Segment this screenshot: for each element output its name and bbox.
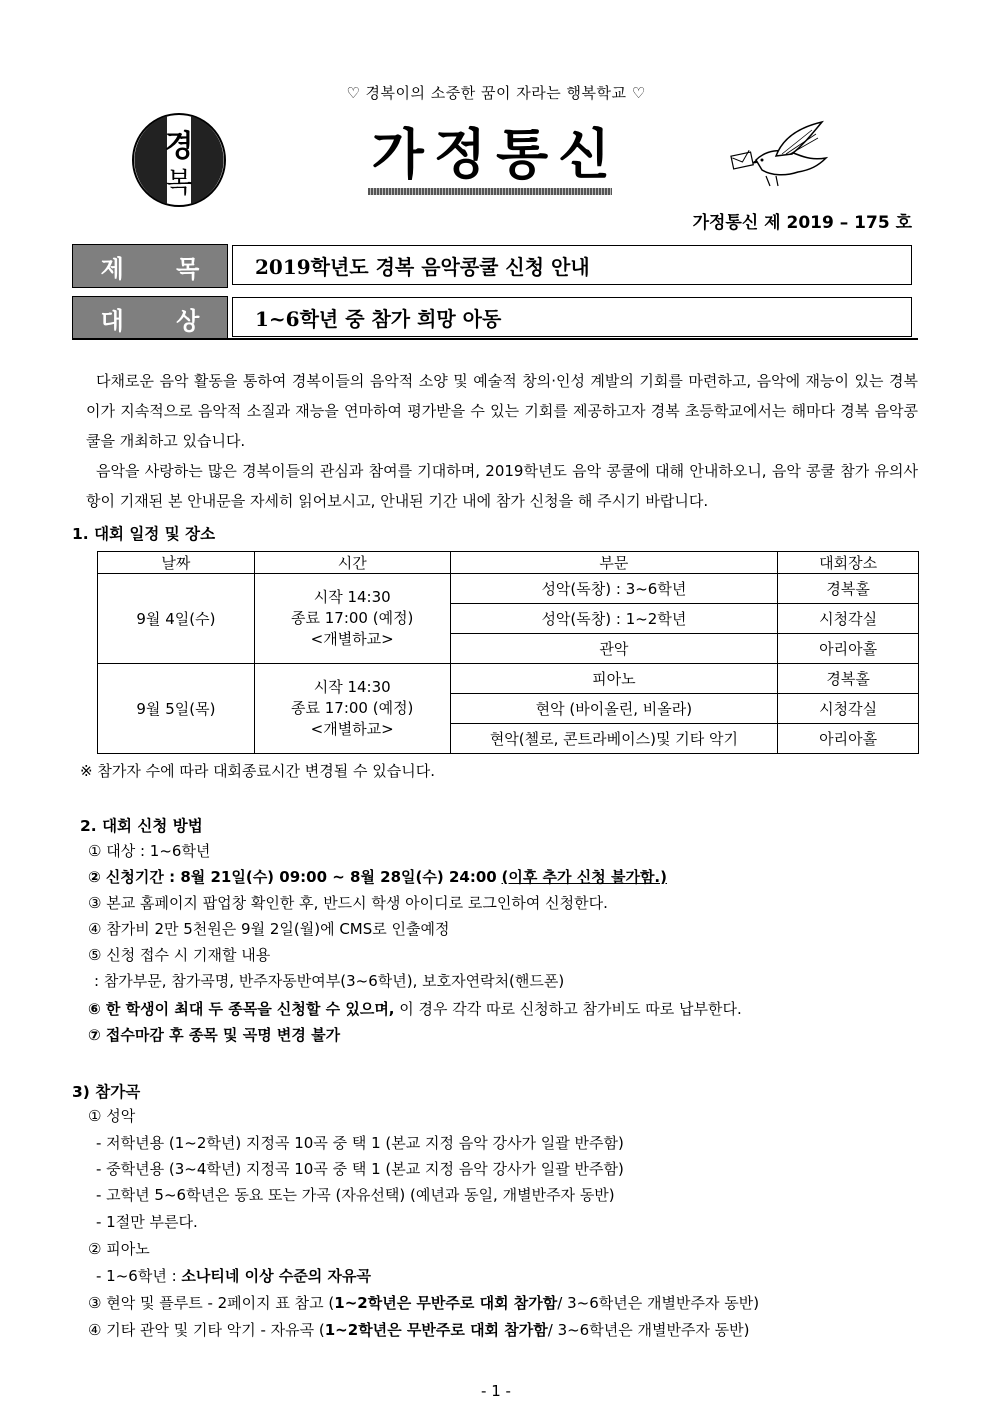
day2-time-start: 시작 14:30 <box>313 678 391 696</box>
target-label: 대 상 <box>72 296 228 340</box>
day2-time-note: <개별하교> <box>310 720 394 738</box>
day2-venue-1: 경복홀 <box>778 664 919 694</box>
intro-paragraph-1: 다채로운 음악 활동을 통하여 경복이들의 음악적 소양 및 예술적 창의·인성 계발의 기회를 마련하고, 음악에 재능이 있는 경복이가 지속적으로 음악적 소질과 재능을 연마하여 평가받을 수 있는 기회를 제공하고자 경복 초등학교에서는 해마다 경복 음악콩쿨을 개최하고 있습니다. <box>86 372 918 450</box>
apply-item-5: ⑤ 신청 접수 시 기재할 내용 <box>88 946 271 964</box>
other-item-b: 1~2학년은 무반주로 대회 참가함 <box>324 1321 548 1339</box>
intro-paragraph-2: 음악을 사랑하는 많은 경복이들의 관심과 참여를 기대하며, 2019학년도 음악 콩쿨에 대해 안내하오니, 음악 콩쿨 참가 유의사항이 기재된 본 안내문을 자세히 읽어보시고, 안내된 기간 내에 참가 신청을 해 주시기 바랍니다. <box>86 462 918 510</box>
day1-date: 9월 4일(수) <box>98 574 255 664</box>
day1-category-1: 성악(독창) : 3~6학년 <box>450 574 778 604</box>
apply-item-6-rest: 이 경우 각각 따로 신청하고 참가비도 따로 납부한다. <box>394 1000 742 1018</box>
logo-text-bottom: 복 <box>165 166 193 199</box>
apply-period-note: (이후 추가 신청 불가함.) <box>501 868 667 886</box>
apply-period: ② 신청기간 : 8월 21일(수) 09:00 ~ 8월 28일(수) 24:00 <box>88 868 497 886</box>
section3-heading: 3) 참가곡 <box>72 1083 141 1101</box>
table-row <box>98 664 919 694</box>
column-header-category: 부문 <box>450 552 778 574</box>
vocal-item-1: - 저학년용 (1~2학년) 지정곡 10곡 중 택 1 (본교 지정 음악 강사가 일괄 반주함) <box>96 1134 624 1152</box>
bird-with-letter-icon <box>726 120 830 192</box>
vocal-heading: ① 성악 <box>88 1107 136 1125</box>
target-value: 1~6학년 중 참가 희망 아동 <box>232 297 912 337</box>
day2-date: 9월 5일(목) <box>98 664 255 754</box>
page-title: 가정통신 <box>371 123 621 186</box>
day1-time <box>254 574 450 664</box>
other-instruments-item <box>88 1319 750 1340</box>
school-slogan: ♡ 경복이의 소중한 꿈이 자라는 행복학교 ♡ <box>346 84 646 102</box>
day2-venue-3: 아리아홀 <box>778 724 919 754</box>
section2-heading: 2. 대회 신청 방법 <box>80 817 203 835</box>
apply-item-7: ⑦ 접수마감 후 종목 및 곡명 변경 불가 <box>88 1026 341 1044</box>
day1-category-3: 관악 <box>450 634 778 664</box>
day1-time-start: 시작 14:30 <box>313 588 391 606</box>
piano-heading: ② 피아노 <box>88 1240 150 1258</box>
apply-item-1: ① 대상 : 1~6학년 <box>88 842 211 860</box>
header-divider <box>72 338 918 340</box>
section1-heading: 1. 대회 일정 및 장소 <box>72 525 216 543</box>
day2-category-2: 현악 (바이올린, 비올라) <box>450 694 778 724</box>
apply-item-6-bold: ⑥ 한 학생이 최대 두 종목을 신청할 수 있으며, <box>88 1000 395 1018</box>
page-number: - 1 - <box>481 1382 511 1400</box>
strings-item <box>88 1292 759 1313</box>
table-header-row <box>98 552 919 574</box>
day1-category-2: 성악(독창) : 1~2학년 <box>450 604 778 634</box>
other-item-c: / 3~6학년은 개별반주자 동반) <box>547 1321 750 1339</box>
day2-time <box>254 664 450 754</box>
apply-item-2 <box>88 866 667 887</box>
strings-item-b: 1~2학년은 무반주로 대회 참가함 <box>334 1294 558 1312</box>
piano-item-1-label: - 1~6학년 : <box>96 1267 182 1285</box>
table-row <box>98 574 919 604</box>
apply-item-5-detail: : 참가부문, 참가곡명, 반주자동반여부(3~6학년), 보호자연락처(핸드폰) <box>94 972 565 990</box>
issue-number: 가정통신 제 2019 – 175 호 <box>692 213 912 233</box>
subject-value: 2019학년도 경복 음악콩쿨 신청 안내 <box>232 245 912 285</box>
logo-text-top: 경 <box>164 129 194 164</box>
vocal-item-4: - 1절만 부른다. <box>96 1213 198 1231</box>
subject-label: 제 목 <box>72 244 228 288</box>
day1-venue-1: 경복홀 <box>778 574 919 604</box>
title-underline <box>368 188 612 195</box>
vocal-item-2: - 중학년용 (3~4학년) 지정곡 10곡 중 택 1 (본교 지정 음악 강사가 일괄 반주함) <box>96 1160 624 1178</box>
day1-time-note: <개별하교> <box>310 630 394 648</box>
strings-item-a: ③ 현악 및 플루트 - 2페이지 표 참고 ( <box>88 1294 335 1312</box>
day1-venue-2: 시청각실 <box>778 604 919 634</box>
vocal-item-3: - 고학년 5~6학년은 동요 또는 가곡 (자유선택) (예년과 동일, 개별반주자 동반) <box>96 1186 615 1204</box>
apply-item-6 <box>88 998 742 1019</box>
other-item-a: ④ 기타 관악 및 기타 악기 - 자유곡 ( <box>88 1321 325 1339</box>
day2-category-1: 피아노 <box>450 664 778 694</box>
column-header-venue: 대회장소 <box>778 552 919 574</box>
day2-category-3: 현악(첼로, 콘트라베이스)및 기타 악기 <box>450 724 778 754</box>
day1-venue-3: 아리아홀 <box>778 634 919 664</box>
schedule-note: ※ 참가자 수에 따라 대회종료시간 변경될 수 있습니다. <box>80 762 436 780</box>
day2-venue-2: 시청각실 <box>778 694 919 724</box>
column-header-time: 시간 <box>254 552 450 574</box>
day2-time-end: 종료 17:00 (예정) <box>290 699 414 717</box>
column-header-date: 날짜 <box>98 552 255 574</box>
schedule-table <box>97 551 919 754</box>
apply-item-4: ④ 참가비 2만 5천원은 9월 2일(월)에 CMS로 인출예정 <box>88 920 450 938</box>
day1-time-end: 종료 17:00 (예정) <box>290 609 414 627</box>
piano-item-1 <box>96 1265 371 1286</box>
piano-item-1-value: 소나티네 이상 수준의 자유곡 <box>181 1267 371 1285</box>
apply-item-3: ③ 본교 홈페이지 팝업창 확인한 후, 반드시 학생 아이디로 로그인하여 신청한다. <box>88 894 608 912</box>
strings-item-c: / 3~6학년은 개별반주자 동반) <box>557 1294 760 1312</box>
